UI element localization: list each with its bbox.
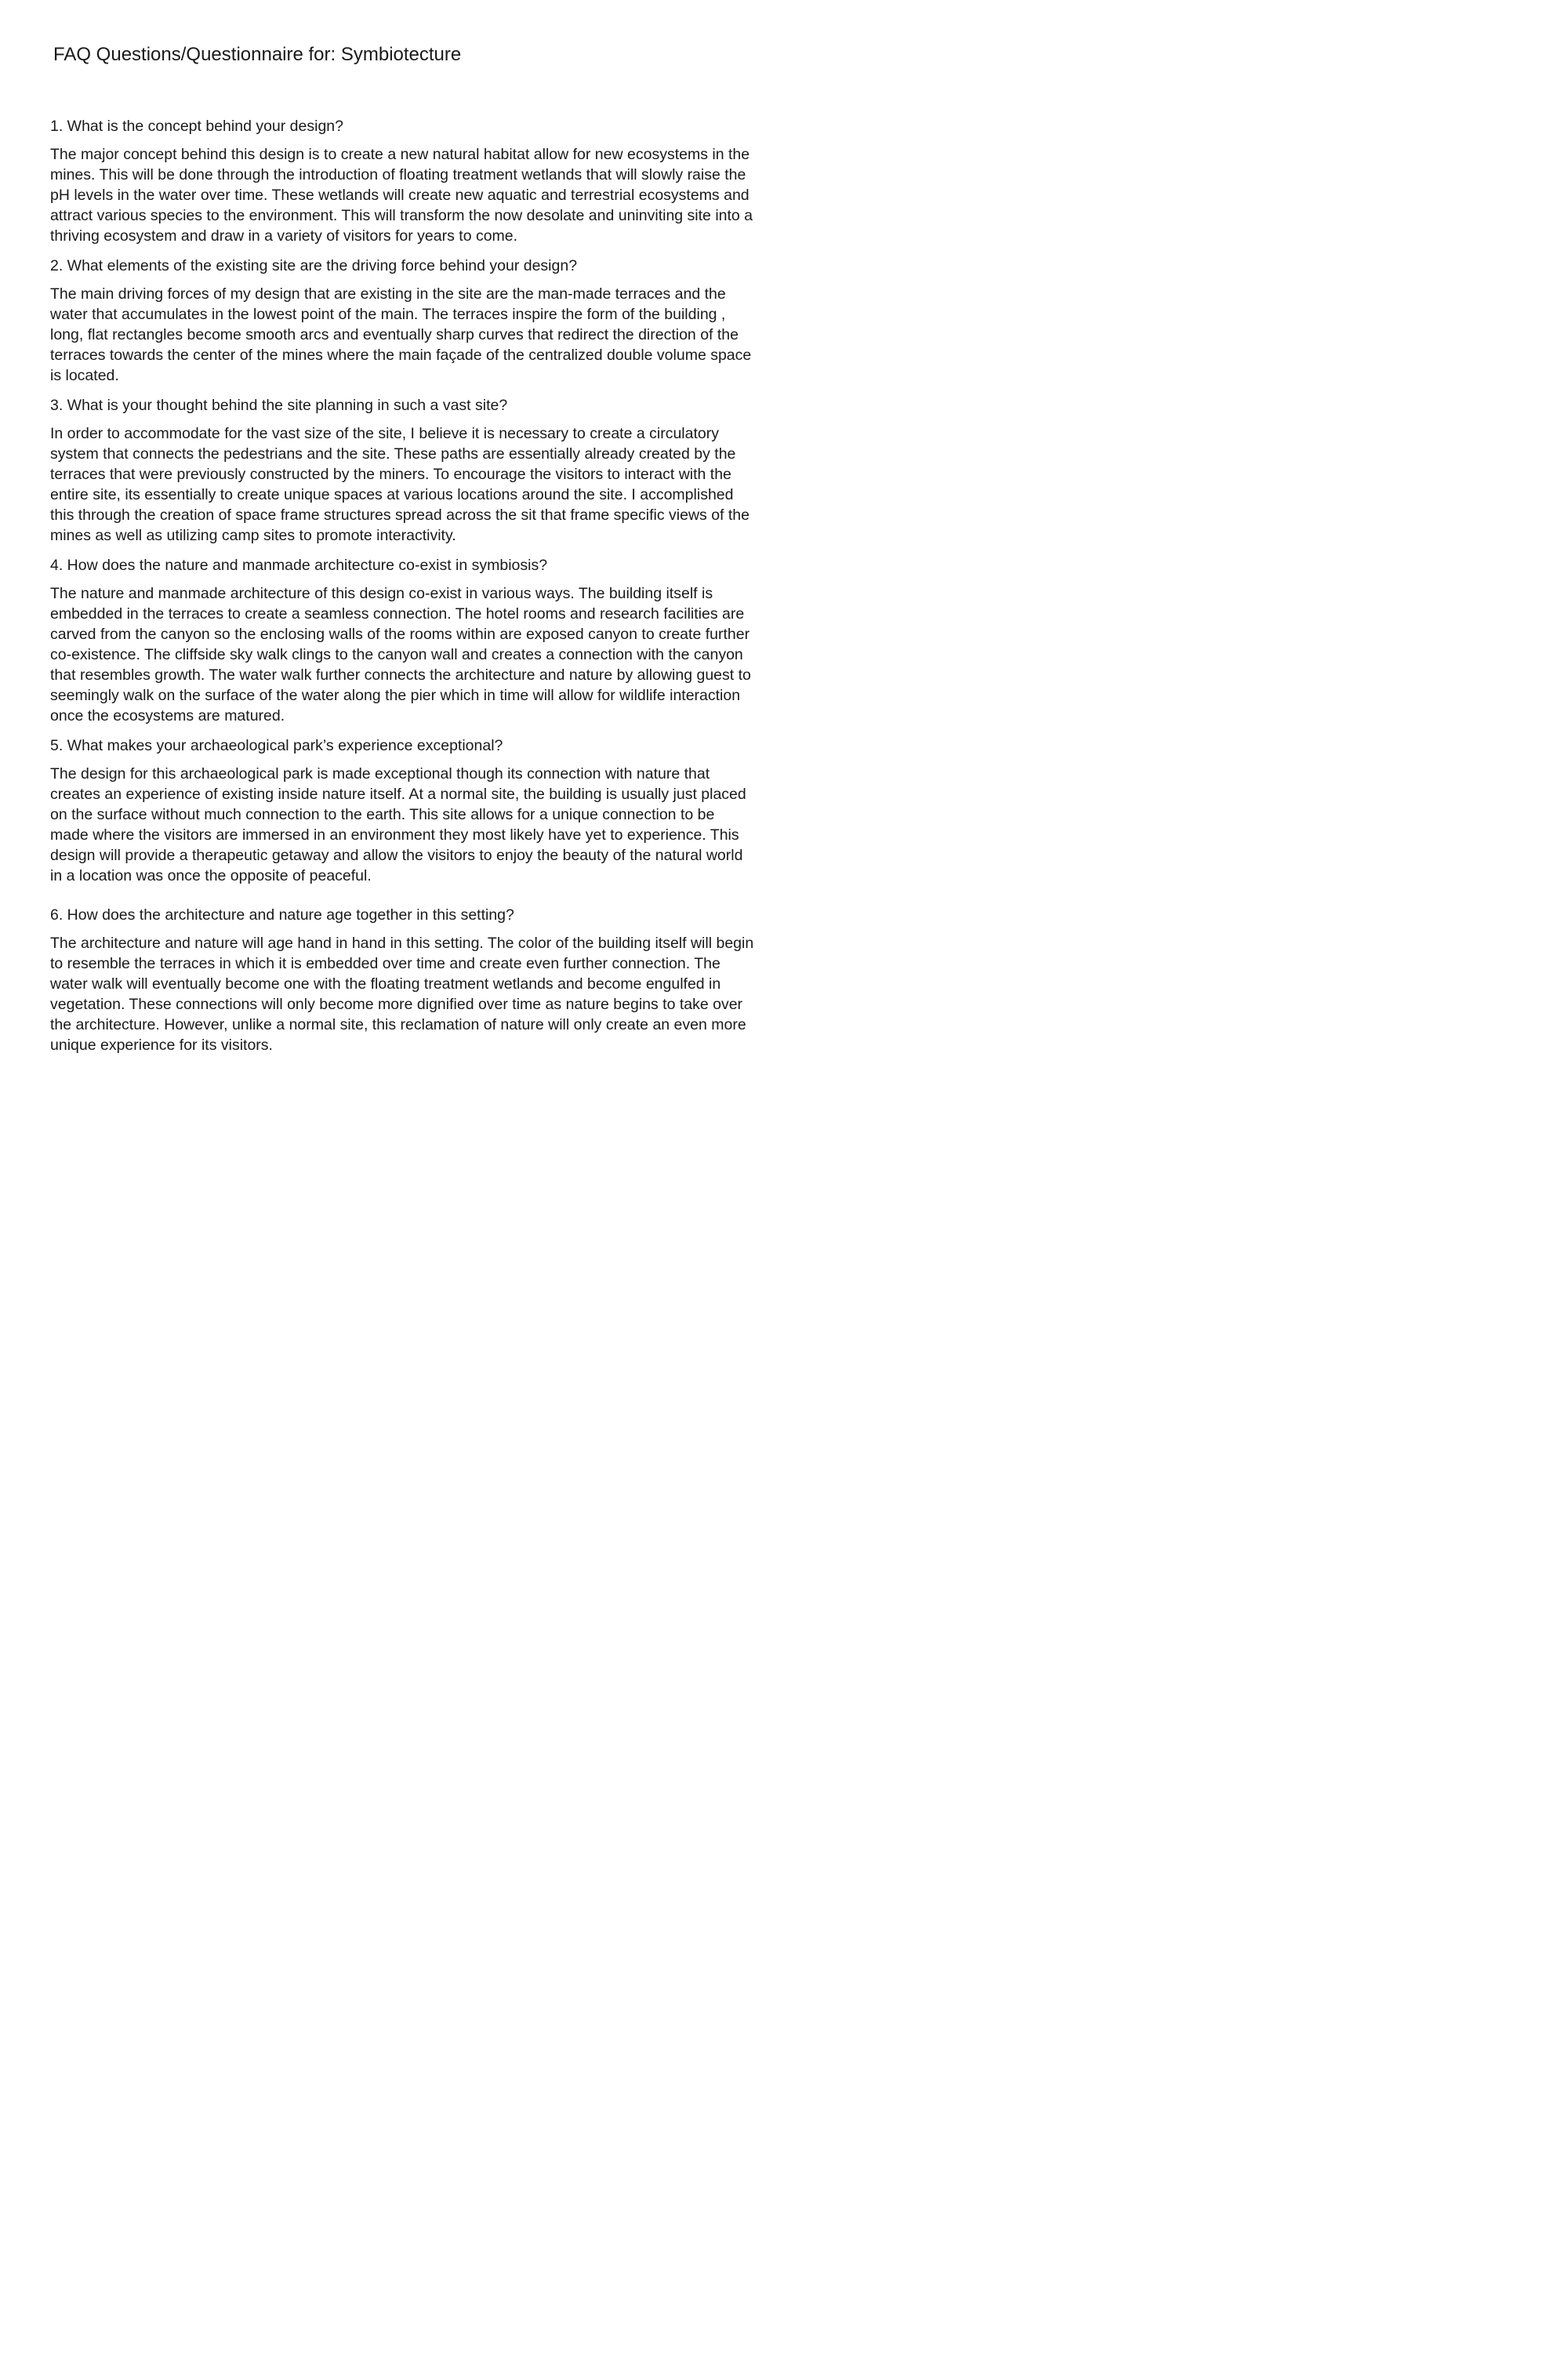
faq-answer: The nature and manmade architecture of this design co-exist in various ways. The building itself is embedded in the terraces to create a seamless connection. The hotel rooms and research facilities are carved from the canyon so the enclosing walls of the rooms within are exposed canyon to create further co-existence. The cliffside sky walk clings to the canyon wall and creates a connection with the canyon that resembles growth. The water walk further connects the architecture and nature by allowing guest to seemingly walk on the surface of the water along the pier which in time will allow for wildlife interaction once the ecosystems are matured. bbox=[50, 585, 751, 724]
faq-item-3 bbox=[50, 395, 756, 546]
faq-question: 6. How does the architecture and nature age together in this setting? bbox=[50, 906, 514, 924]
faq-item-2 bbox=[50, 256, 756, 386]
faq-item-5 bbox=[50, 735, 756, 886]
faq-item-1 bbox=[50, 116, 756, 246]
faq-question: 3. What is your thought behind the site planning in such a vast site? bbox=[50, 397, 508, 414]
faq-answer: The architecture and nature will age hand in hand in this setting. The color of the building itself will begin to resemble the terraces in which it is embedded over time and create even further connection. The water walk will eventually become one with the floating treatment wetlands and become engulfed in vegetation. These connections will only become more dignified over time as nature begins to take over the architecture. However, unlike a normal site, this reclamation of nature will only create an even more unique experience for its visitors. bbox=[50, 935, 754, 1054]
faq-item-4 bbox=[50, 555, 756, 726]
faq-question: 2. What elements of the existing site are the driving force behind your design? bbox=[50, 257, 578, 274]
faq-answer: The major concept behind this design is to create a new natural habitat allow for new ecosystems in the mines. This will be done through the introduction of floating treatment wetlands that will slowly raise the pH levels in the water over time. These wetlands will create new aquatic and terrestrial ecosystems and attract various species to the environment. This will transform the now desolate and uninviting site into a thriving ecosystem and draw in a variety of visitors for years to come. bbox=[50, 146, 753, 245]
faq-question: 5. What makes your archaeological park’s experience exceptional? bbox=[50, 737, 503, 754]
document-title: FAQ Questions/Questionnaire for: Symbiotecture bbox=[53, 44, 462, 65]
faq-question: 4. How does the nature and manmade architecture co-exist in symbiosis? bbox=[50, 557, 548, 574]
document-page bbox=[0, 0, 815, 1223]
faq-answer: The design for this archaeological park is made exceptional though its connection with nature that creates an experience of existing inside nature itself. At a normal site, the building is usually just placed on the surface without much connection to the earth. This site allows for a unique connection to be made where the visitors are immersed in an environment they most likely have yet to experience. This design will provide a therapeutic getaway and allow the visitors to enjoy the beauty of the natural world in a location was once the opposite of peaceful. bbox=[50, 765, 746, 884]
faq-answer: In order to accommodate for the vast size of the site, I believe it is necessary to create a circulatory system that connects the pedestrians and the site. These paths are essentially already created by the terraces that were previously constructed by the miners. To encourage the visitors to interact with the entire site, its essentially to create unique spaces at various locations around the site. I accomplished this through the creation of space frame structures spread across the sit that frame specific views of the mines as well as utilizing camp sites to promote interactivity. bbox=[50, 425, 750, 544]
faq-list bbox=[50, 116, 756, 1065]
faq-answer: The main driving forces of my design that are existing in the site are the man-made terraces and the water that accumulates in the lowest point of the main. The terraces inspire the form of the building , long, flat rectangles become smooth arcs and eventually sharp curves that redirect the direction of the terraces towards the center of the mines where the main façade of the centralized double volume space is located. bbox=[50, 285, 752, 384]
faq-question: 1. What is the concept behind your design? bbox=[50, 118, 343, 135]
faq-item-6 bbox=[50, 905, 756, 1055]
